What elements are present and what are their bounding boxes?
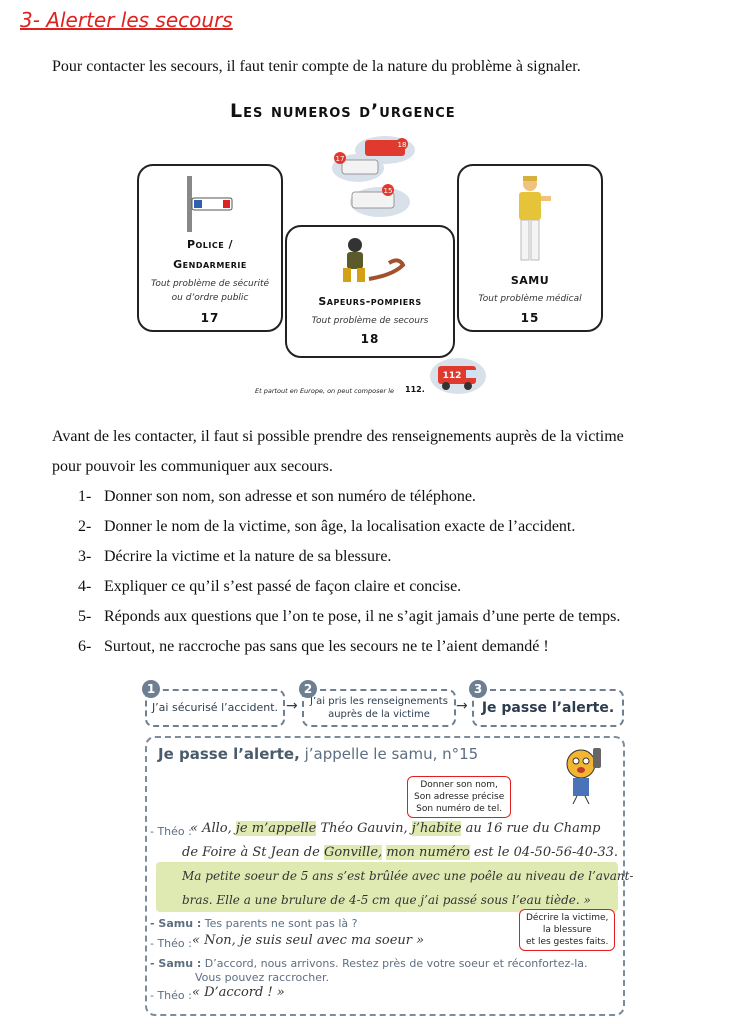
flow-step-1-label: J’ai sécurisé l’accident. xyxy=(151,701,279,714)
speaker-theo: - Théo : xyxy=(150,989,192,1002)
list-item: 1- Donner son nom, son adresse et son numéro de téléphone. xyxy=(78,488,476,505)
child-phone-illustration xyxy=(555,742,617,806)
list-item: 5- Réponds aux questions que l’on te pose, il ne s’agit jamais d’une perte de temps. xyxy=(78,608,621,625)
before-text-line2: pour pouvoir les communiquer aux secours. xyxy=(52,458,333,475)
list-item: 2- Donner le nom de la victime, son âge, la localisation exacte de l’accident. xyxy=(78,518,576,535)
theo-line-1d: bras. Elle a une brulure de 4-5 cm que j’ai passé sous l’eau tiède. » xyxy=(182,893,591,907)
flow-step-2-label-line1: J’ai pris les renseignements xyxy=(310,696,448,707)
samu-card xyxy=(457,164,603,332)
police-desc-line1: Tout problème de sécurité xyxy=(150,279,270,289)
theo-line-3: « D’accord ! » xyxy=(192,985,285,1000)
svg-text:17: 17 xyxy=(335,155,345,163)
list-item: 3- Décrire la victime et la nature de sa blessure. xyxy=(78,548,392,565)
list-item: 6- Surtout, ne raccroche pas sans que les secours ne te l’aient demandé ! xyxy=(78,638,549,655)
police-sign-icon xyxy=(179,174,239,234)
samu-name: SAMU xyxy=(510,274,550,287)
speaker-samu: - Samu : Tes parents ne sont pas là ? xyxy=(150,917,358,930)
svg-text:112: 112 xyxy=(442,371,462,381)
flow-arrow-icon: → xyxy=(456,698,468,714)
emergency-title: Les numeros d’urgence xyxy=(230,100,456,122)
flow-step-2 xyxy=(302,689,456,727)
flow-number-1: 1 xyxy=(142,680,160,698)
flow-number-3: 3 xyxy=(469,680,487,698)
pompiers-desc: Tout problème de secours xyxy=(311,316,429,326)
note-victim-info: Décrire la victime, la blessure et les gestes faits. xyxy=(519,909,615,951)
police-number: 17 xyxy=(200,311,220,325)
doctor-icon xyxy=(505,174,555,266)
emergency-vehicles-illustration xyxy=(330,132,420,222)
flow-step-1 xyxy=(145,689,285,727)
speaker-theo: - Théo : xyxy=(150,937,192,950)
police-card xyxy=(137,164,283,332)
police-desc-line2: ou d’ordre public xyxy=(171,293,249,303)
samu-desc: Tout problème médical xyxy=(478,294,582,304)
europe-note: Et partout en Europe, on peut composer le xyxy=(255,387,395,395)
intro-text: Pour contacter les secours, il faut tenir compte de la nature du problème à signaler. xyxy=(52,58,581,75)
dialogue-heading: Je passe l’alerte, j’appelle le samu, n°15 xyxy=(158,745,479,763)
section-title: 3- Alerter les secours xyxy=(20,8,233,32)
speaker-samu: - Samu : D’accord, nous arrivons. Restez près de votre soeur et réconfortez-la. xyxy=(150,957,588,970)
theo-line-1c: Ma petite soeur de 5 ans s’est brûlée avec une poêle au niveau de l’avant- xyxy=(182,869,634,883)
fire-truck-icon xyxy=(428,352,488,396)
police-name-line1: Police / xyxy=(186,238,234,251)
flow-arrow-icon: → xyxy=(286,698,298,714)
svg-text:15: 15 xyxy=(383,187,393,195)
pompiers-number: 18 xyxy=(360,332,380,346)
flow-number-2: 2 xyxy=(299,680,317,698)
firefighter-icon xyxy=(333,235,407,287)
svg-text:18: 18 xyxy=(397,141,407,149)
samu-line-2b: Vous pouvez raccrocher. xyxy=(195,971,329,984)
before-text-line1: Avant de les contacter, il faut si possible prendre des renseignements auprès de la victime xyxy=(52,428,624,445)
speaker-theo: - Théo : xyxy=(150,825,192,838)
pompiers-card xyxy=(285,225,455,358)
flow-step-3 xyxy=(472,689,624,727)
theo-line-2: « Non, je suis seul avec ma soeur » xyxy=(192,933,425,948)
samu-number: 15 xyxy=(520,311,540,325)
flow-step-3-label: Je passe l’alerte. xyxy=(481,700,615,716)
list-item: 4- Expliquer ce qu’il s’est passé de façon claire et concise. xyxy=(78,578,462,595)
theo-line-1a: « Allo, je m’appelle Théo Gauvin, j’habite au 16 rue du Champ xyxy=(190,821,601,836)
flow-step-2-label-line2: auprès de la victime xyxy=(328,709,430,720)
theo-line-1b: de Foire à St Jean de Gonville, mon numéro est le 04-50-56-40-33. xyxy=(182,845,619,860)
pompiers-name: Sapeurs-pompiers xyxy=(318,295,422,308)
note-caller-info: Donner son nom, Son adresse précise Son numéro de tel. xyxy=(407,776,511,818)
police-name-line2: Gendarmerie xyxy=(173,258,247,271)
europe-number: 112. xyxy=(405,385,425,394)
